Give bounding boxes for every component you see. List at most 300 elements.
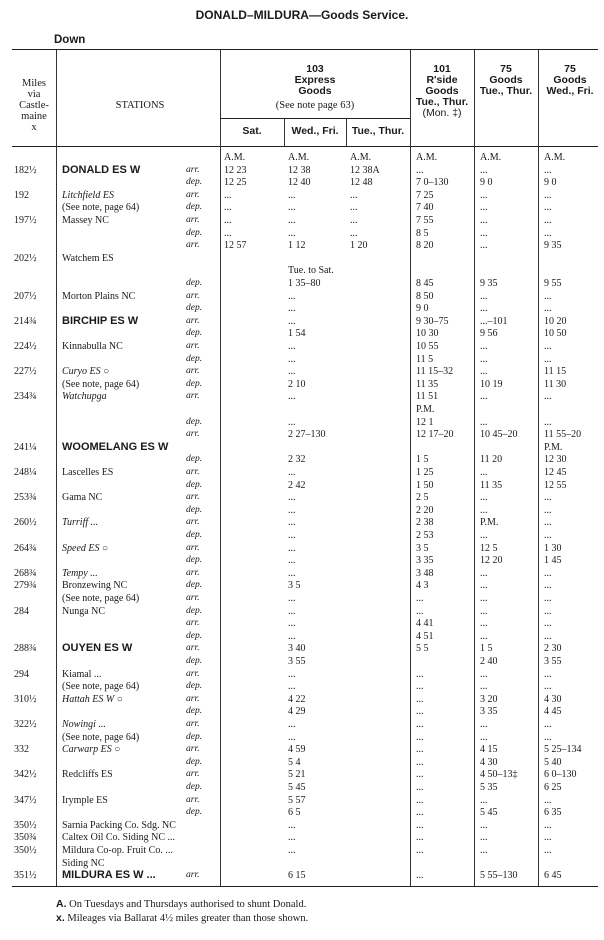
header-103-note: (See note page 63) bbox=[275, 100, 355, 111]
table-row bbox=[0, 769, 604, 780]
time-cell: ... bbox=[480, 593, 488, 604]
header-stations: STATIONS bbox=[115, 100, 165, 111]
time-cell: A.M. bbox=[350, 152, 372, 163]
table-row bbox=[0, 530, 604, 541]
time-cell: ... bbox=[480, 467, 488, 478]
station-cell: OUYEN ES W bbox=[62, 643, 133, 655]
time-cell: 2 5 bbox=[416, 492, 429, 504]
time-cell: 4 29 bbox=[288, 706, 306, 718]
arr-dep-cell: dep. bbox=[186, 555, 203, 566]
miles-cell: 224½ bbox=[14, 341, 37, 352]
time-cell: ... bbox=[288, 227, 296, 239]
time-cell: ... bbox=[416, 681, 424, 693]
time-cell: ... bbox=[480, 366, 488, 378]
table-row bbox=[0, 744, 604, 755]
time-cell: ... bbox=[544, 215, 552, 226]
table-row bbox=[0, 757, 604, 768]
table-row bbox=[0, 732, 604, 743]
time-cell: 10 50 bbox=[544, 328, 567, 340]
time-cell: 8 5 bbox=[416, 227, 429, 239]
station-cell: Irymple ES bbox=[62, 794, 108, 806]
time-cell: 3 35 bbox=[480, 706, 498, 718]
arr-dep-cell: dep. bbox=[186, 681, 203, 692]
header-miles: Miles via Castle- maine x bbox=[19, 78, 49, 133]
arr-dep-cell: arr. bbox=[186, 769, 200, 780]
miles-cell: 322½ bbox=[14, 719, 37, 730]
header-train-75b: 75 Goods Wed., Fri. bbox=[546, 63, 594, 97]
station-cell: Hattah ES W ○ bbox=[62, 693, 123, 705]
time-cell: 12 23 bbox=[224, 164, 247, 176]
table-row bbox=[0, 643, 604, 654]
arr-dep-cell: arr. bbox=[186, 341, 200, 351]
time-cell: ... bbox=[288, 668, 296, 680]
time-cell: ... bbox=[288, 341, 296, 352]
time-cell: ... bbox=[416, 819, 424, 831]
time-cell: ... bbox=[288, 719, 296, 730]
arr-dep-cell: dep. bbox=[186, 303, 203, 314]
table-row bbox=[0, 555, 604, 566]
station-cell: BIRCHIP ES W bbox=[62, 315, 139, 327]
time-cell: 4 50–13‡ bbox=[480, 769, 518, 781]
station-cell: Speed ES ○ bbox=[62, 542, 109, 554]
footnote-x: x. Mileages via Ballarat 4½ miles greater than those shown. bbox=[56, 912, 309, 924]
time-cell: ... bbox=[480, 719, 488, 730]
table-row bbox=[0, 341, 604, 352]
miles-cell: 268¾ bbox=[14, 567, 37, 579]
table-row bbox=[0, 152, 604, 163]
time-cell: ... bbox=[416, 870, 424, 882]
time-cell: 12 38A bbox=[350, 164, 380, 176]
arr-dep-cell: arr. bbox=[186, 542, 200, 553]
time-cell: ... bbox=[480, 630, 488, 642]
time-cell: ... bbox=[288, 630, 296, 642]
time-cell: ... bbox=[480, 391, 488, 403]
time-cell: ... bbox=[416, 605, 424, 617]
station-cell: MILDURA ES W ... bbox=[62, 870, 156, 882]
arr-dep-cell: arr. bbox=[186, 643, 200, 654]
station-cell: Turriff ... bbox=[62, 517, 99, 529]
miles-cell: 351½ bbox=[14, 870, 37, 882]
arr-dep-cell: arr. bbox=[186, 366, 200, 377]
time-cell: ... bbox=[480, 290, 488, 302]
miles-cell: 214¾ bbox=[14, 315, 37, 327]
time-cell: 9 35 bbox=[544, 240, 562, 252]
table-row bbox=[0, 858, 604, 869]
table-row bbox=[0, 316, 604, 327]
time-cell: ... bbox=[350, 227, 358, 239]
arr-dep-cell: dep. bbox=[186, 378, 203, 389]
arr-dep-cell: arr. bbox=[186, 567, 200, 578]
arr-dep-cell: dep. bbox=[186, 328, 203, 339]
station-cell: (See note, page 64) bbox=[62, 681, 140, 693]
time-cell: 9 30–75 bbox=[416, 315, 449, 327]
station-cell: WOOMELANG ES W bbox=[62, 441, 169, 453]
miles-cell: 207½ bbox=[14, 290, 37, 302]
time-cell: ... bbox=[544, 202, 552, 214]
time-cell: 5 40 bbox=[544, 756, 562, 768]
time-cell: ...–101 bbox=[480, 315, 508, 327]
table-row bbox=[0, 719, 604, 730]
table-row bbox=[0, 694, 604, 705]
time-cell: 5 21 bbox=[288, 769, 306, 781]
table-row bbox=[0, 618, 604, 629]
time-cell: ... bbox=[288, 618, 296, 630]
time-cell: 1 25 bbox=[416, 467, 434, 478]
time-cell: 2 32 bbox=[288, 454, 306, 466]
time-cell: ... bbox=[544, 341, 552, 352]
time-cell: ... bbox=[288, 391, 296, 403]
time-cell: ... bbox=[416, 731, 424, 743]
table-row bbox=[0, 265, 604, 276]
miles-cell: 264¾ bbox=[14, 542, 37, 554]
arr-dep-cell: arr. bbox=[186, 429, 200, 440]
time-cell: ... bbox=[544, 832, 552, 844]
miles-cell: 253¾ bbox=[14, 492, 37, 504]
table-row bbox=[0, 505, 604, 516]
time-cell: 6 15 bbox=[288, 870, 306, 882]
arr-dep-cell: arr. bbox=[186, 794, 200, 805]
time-cell: 6 35 bbox=[544, 807, 562, 819]
time-cell: 6 5 bbox=[288, 807, 301, 819]
header-tue-thur: Tue., Thur. bbox=[351, 125, 405, 137]
table-row bbox=[0, 202, 604, 213]
time-cell: ... bbox=[480, 668, 488, 680]
time-cell: ... bbox=[288, 416, 296, 428]
table-row bbox=[0, 404, 604, 415]
station-cell: Kinnabulla NC bbox=[62, 341, 123, 352]
time-cell: ... bbox=[544, 668, 552, 680]
miles-cell: 284 bbox=[14, 605, 29, 617]
time-cell: 12 57 bbox=[224, 240, 247, 252]
time-cell: 2 40 bbox=[480, 656, 498, 667]
arr-dep-cell: arr. bbox=[186, 240, 200, 251]
station-cell: Massey NC bbox=[62, 215, 109, 226]
arr-dep-cell: dep. bbox=[186, 454, 203, 465]
time-cell: ... bbox=[480, 189, 488, 201]
time-cell: ... bbox=[480, 416, 488, 428]
table-row bbox=[0, 442, 604, 453]
time-cell: 5 57 bbox=[288, 794, 306, 806]
time-cell: ... bbox=[416, 593, 424, 604]
time-cell: 9 0 bbox=[480, 177, 493, 189]
time-cell: ... bbox=[288, 366, 296, 378]
time-cell: 8 50 bbox=[416, 290, 434, 302]
time-cell: ... bbox=[480, 681, 488, 693]
miles-cell: 192 bbox=[14, 189, 29, 201]
time-cell: ... bbox=[480, 605, 488, 617]
arr-dep-cell: arr. bbox=[186, 189, 200, 200]
station-cell: (See note, page 64) bbox=[62, 202, 140, 214]
time-cell: ... bbox=[544, 164, 552, 176]
arr-dep-cell: dep. bbox=[186, 202, 203, 213]
station-cell: Sarnia Packing Co. Sdg. NC bbox=[62, 819, 176, 831]
time-cell: ... bbox=[544, 630, 552, 642]
table-row bbox=[0, 366, 604, 377]
time-cell: ... bbox=[480, 504, 488, 516]
station-cell: (See note, page 64) bbox=[62, 378, 140, 390]
header-train-75a: 75 Goods Tue., Thur. bbox=[479, 63, 533, 97]
time-cell: ... bbox=[416, 845, 424, 856]
time-cell: ... bbox=[480, 618, 488, 630]
station-cell: Nunga NC bbox=[62, 605, 106, 617]
time-cell: ... bbox=[480, 492, 488, 504]
time-cell: ... bbox=[350, 215, 358, 226]
arr-dep-cell: arr. bbox=[186, 467, 200, 477]
time-cell: ... bbox=[416, 769, 424, 781]
time-cell: 1 30 bbox=[544, 542, 562, 554]
time-cell: 9 56 bbox=[480, 328, 498, 340]
time-cell: 11 15 bbox=[544, 366, 567, 378]
table-bottom-rule bbox=[12, 886, 598, 887]
page-title: DONALD–MILDURA—Goods Service. bbox=[195, 8, 409, 22]
time-cell: 5 45 bbox=[480, 807, 498, 819]
miles-cell: 332 bbox=[14, 744, 29, 756]
time-cell: P.M. bbox=[544, 441, 563, 453]
time-cell: 12 55 bbox=[544, 479, 567, 491]
time-cell: ... bbox=[288, 303, 296, 315]
table-row bbox=[0, 379, 604, 390]
miles-cell: 197½ bbox=[14, 215, 37, 226]
time-cell: 6 25 bbox=[544, 782, 562, 793]
time-cell: ... bbox=[288, 605, 296, 617]
time-cell: 4 59 bbox=[288, 744, 306, 756]
table-row bbox=[0, 177, 604, 188]
station-cell: Watchupga bbox=[62, 391, 107, 403]
arr-dep-cell: dep. bbox=[186, 227, 203, 238]
table-row bbox=[0, 669, 604, 680]
time-cell: ... bbox=[416, 794, 424, 806]
time-cell: 5 4 bbox=[288, 756, 301, 768]
time-cell: 2 10 bbox=[288, 378, 306, 390]
table-row bbox=[0, 253, 604, 264]
table-row bbox=[0, 580, 604, 591]
time-cell: 4 51 bbox=[416, 630, 434, 642]
time-cell: ... bbox=[480, 530, 488, 541]
table-row bbox=[0, 845, 604, 856]
time-cell: 3 55 bbox=[544, 656, 562, 667]
time-cell: 3 48 bbox=[416, 567, 434, 579]
time-cell: 1 54 bbox=[288, 328, 306, 340]
table-row bbox=[0, 795, 604, 806]
time-cell: ... bbox=[350, 202, 358, 214]
time-cell: 6 45 bbox=[544, 870, 562, 882]
station-cell: DONALD ES W bbox=[62, 164, 141, 176]
time-cell: 2 20 bbox=[416, 504, 434, 516]
time-cell: ... bbox=[416, 706, 424, 718]
time-cell: 12 20 bbox=[480, 555, 503, 567]
time-cell: 6 0–130 bbox=[544, 769, 577, 781]
time-cell: A.M. bbox=[480, 152, 502, 163]
time-cell: 9 0 bbox=[416, 303, 429, 315]
time-cell: 11 20 bbox=[480, 454, 503, 466]
time-cell: 4 15 bbox=[480, 744, 498, 756]
station-cell: Nowingi ... bbox=[62, 719, 106, 730]
time-cell: 10 19 bbox=[480, 378, 503, 390]
time-cell: ... bbox=[416, 693, 424, 705]
header-train-101: 101 R'side Goods Tue., Thur. (Mon. ‡) bbox=[415, 63, 469, 119]
arr-dep-cell: dep. bbox=[186, 504, 203, 515]
table-row bbox=[0, 807, 604, 818]
miles-cell: 248¼ bbox=[14, 467, 37, 478]
arr-dep-cell: arr. bbox=[186, 315, 200, 326]
time-cell: 5 25–134 bbox=[544, 744, 582, 756]
time-cell: 10 30 bbox=[416, 328, 439, 340]
miles-cell: 234¾ bbox=[14, 391, 37, 403]
time-cell: ... bbox=[544, 819, 552, 831]
arr-dep-cell: arr. bbox=[186, 719, 200, 729]
time-cell: ... bbox=[288, 215, 296, 226]
table-row bbox=[0, 782, 604, 793]
time-cell: A.M. bbox=[224, 152, 246, 163]
time-cell: ... bbox=[544, 580, 552, 592]
time-cell: ... bbox=[544, 517, 552, 529]
time-cell: ... bbox=[480, 164, 488, 176]
table-row bbox=[0, 568, 604, 579]
time-cell: ... bbox=[416, 782, 424, 793]
time-cell: 5 5 bbox=[416, 643, 429, 655]
time-cell: ... bbox=[544, 719, 552, 730]
time-cell: 9 55 bbox=[544, 278, 562, 289]
miles-cell: 342½ bbox=[14, 769, 37, 781]
arr-dep-cell: arr. bbox=[186, 593, 200, 603]
miles-cell: 202½ bbox=[14, 252, 37, 264]
time-cell: ... bbox=[544, 303, 552, 315]
table-row bbox=[0, 820, 604, 831]
arr-dep-cell: dep. bbox=[186, 530, 203, 540]
time-cell: ... bbox=[416, 719, 424, 730]
time-cell: 4 30 bbox=[480, 756, 498, 768]
miles-cell: 350½ bbox=[14, 819, 37, 831]
time-cell: ... bbox=[288, 845, 296, 856]
time-cell: 3 55 bbox=[288, 656, 306, 667]
time-cell: 11 35 bbox=[416, 378, 439, 390]
station-cell: Morton Plains NC bbox=[62, 290, 136, 302]
time-cell: Tue. to Sat. bbox=[288, 265, 334, 277]
table-row bbox=[0, 606, 604, 617]
arr-dep-cell: arr. bbox=[186, 668, 200, 679]
header-train-103: 103 Express Goods bbox=[294, 63, 336, 97]
time-cell: ... bbox=[544, 290, 552, 302]
time-cell: 12 5 bbox=[480, 542, 498, 554]
table-row bbox=[0, 517, 604, 528]
time-cell: ... bbox=[350, 189, 358, 201]
miles-cell: 347½ bbox=[14, 794, 37, 806]
table-row bbox=[0, 681, 604, 692]
time-cell: ... bbox=[288, 467, 296, 478]
time-cell: 11 15–32 bbox=[416, 366, 454, 378]
time-cell: 12 30 bbox=[544, 454, 567, 466]
table-row bbox=[0, 706, 604, 717]
time-cell: ... bbox=[288, 189, 296, 201]
miles-cell: 350½ bbox=[14, 845, 37, 856]
time-cell: 4 45 bbox=[544, 706, 562, 718]
arr-dep-cell: dep. bbox=[186, 756, 203, 767]
time-cell: 2 27–130 bbox=[288, 429, 326, 441]
table-row bbox=[0, 215, 604, 226]
table-top-rule bbox=[12, 49, 598, 50]
table-row bbox=[0, 870, 604, 881]
station-cell: Redcliffs ES bbox=[62, 769, 113, 781]
station-cell: (See note, page 64) bbox=[62, 593, 140, 604]
table-row bbox=[0, 454, 604, 465]
time-cell: ... bbox=[480, 202, 488, 214]
time-cell: ... bbox=[480, 341, 488, 352]
time-cell: ... bbox=[416, 744, 424, 756]
arr-dep-cell: arr. bbox=[186, 391, 200, 402]
arr-dep-cell: arr. bbox=[186, 492, 200, 503]
time-cell: ... bbox=[288, 353, 296, 365]
table-row bbox=[0, 165, 604, 176]
time-cell: 9 35 bbox=[480, 278, 498, 289]
time-cell: 1 12 bbox=[288, 240, 306, 252]
miles-cell: 279¾ bbox=[14, 580, 37, 592]
miles-cell: 227½ bbox=[14, 366, 37, 378]
miles-cell: 241¼ bbox=[14, 441, 37, 453]
table-row bbox=[0, 190, 604, 201]
time-cell: ... bbox=[480, 794, 488, 806]
time-cell: ... bbox=[544, 845, 552, 856]
table-row bbox=[0, 278, 604, 289]
miles-cell: 310½ bbox=[14, 693, 37, 705]
time-cell: 10 20 bbox=[544, 315, 567, 327]
arr-dep-cell: arr. bbox=[186, 517, 200, 528]
time-cell: 11 5 bbox=[416, 353, 434, 365]
table-row bbox=[0, 354, 604, 365]
time-cell: 3 5 bbox=[416, 542, 429, 554]
time-cell: ... bbox=[416, 807, 424, 819]
time-cell: ... bbox=[544, 794, 552, 806]
table-row bbox=[0, 417, 604, 428]
time-cell: ... bbox=[288, 593, 296, 604]
arr-dep-cell: dep. bbox=[186, 177, 203, 188]
time-cell: 12 1 bbox=[416, 416, 434, 428]
time-cell: 5 55–130 bbox=[480, 870, 518, 882]
time-cell: 1 5 bbox=[480, 643, 493, 655]
arr-dep-cell: dep. bbox=[186, 580, 203, 591]
miles-cell: 288¾ bbox=[14, 643, 37, 655]
time-cell: ... bbox=[288, 290, 296, 302]
time-cell: 12 25 bbox=[224, 177, 247, 189]
time-cell: ... bbox=[480, 227, 488, 239]
arr-dep-cell: dep. bbox=[186, 731, 203, 742]
table-row bbox=[0, 429, 604, 440]
miles-cell: 182½ bbox=[14, 164, 37, 176]
arr-dep-cell: dep. bbox=[186, 656, 203, 666]
time-cell: ... bbox=[544, 416, 552, 428]
table-row bbox=[0, 656, 604, 667]
table-row bbox=[0, 303, 604, 314]
time-cell: 10 45–20 bbox=[480, 429, 518, 441]
arr-dep-cell: arr. bbox=[186, 215, 200, 225]
time-cell: 7 25 bbox=[416, 189, 434, 201]
table-row bbox=[0, 492, 604, 503]
time-cell: ... bbox=[288, 819, 296, 831]
time-cell: ... bbox=[288, 530, 296, 541]
time-cell: P.M. bbox=[416, 404, 435, 415]
time-cell: ... bbox=[288, 567, 296, 579]
arr-dep-cell: arr. bbox=[186, 290, 200, 301]
time-cell: ... bbox=[480, 353, 488, 365]
time-cell: 5 45 bbox=[288, 782, 306, 793]
time-cell: 4 22 bbox=[288, 693, 306, 705]
arr-dep-cell: dep. bbox=[186, 278, 203, 288]
station-cell: Curyo ES ○ bbox=[62, 366, 110, 378]
arr-dep-cell: arr. bbox=[186, 618, 200, 629]
time-cell: 11 30 bbox=[544, 378, 567, 390]
time-cell: 1 5 bbox=[416, 454, 429, 466]
time-cell: P.M. bbox=[480, 517, 499, 529]
time-cell: A.M. bbox=[544, 152, 566, 163]
